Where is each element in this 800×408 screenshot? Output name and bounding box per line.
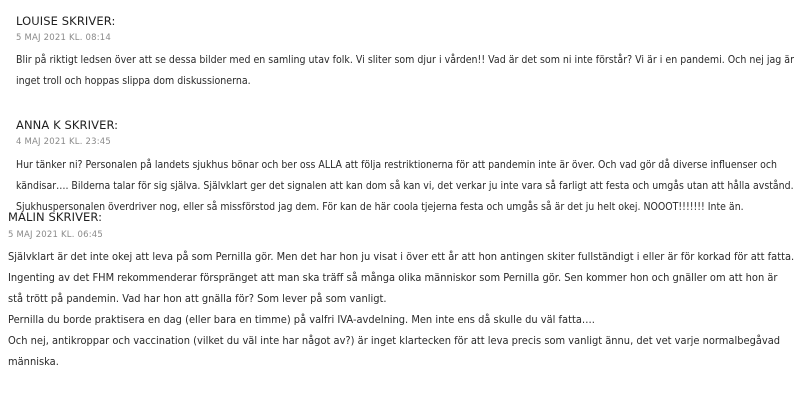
comment-text-line: människa. [8, 355, 59, 368]
comment-text [16, 49, 800, 91]
comment-text-line: Sjukhuspersonalen överdriver nog, eller så missförstod jag dem. För kan de här coola tjejerna festa och umgås så är det ju helt okej. NOOOT!!!!!!! Inte än. [16, 200, 744, 213]
comment-text-line: Och nej, antikroppar och vaccination (vilket du väl inte har något av?) är inget klartecken för att leva precis som vanligt ännu, det vet varje normalbegåvad [8, 334, 781, 347]
comment-date: 5 MAJ 2021 KL. 08:14 [16, 33, 112, 43]
comment-author: MALIN SKRIVER: [8, 210, 103, 224]
comment-text-line: Pernilla du borde praktisera en dag (eller bara en timme) på valfri IVA-avdelning. Men inte ens då skulle du väl fatta…. [8, 313, 595, 326]
comment-author: LOUISE SKRIVER: [16, 14, 116, 28]
comment-date: 5 MAJ 2021 KL. 06:45 [8, 230, 104, 240]
comment-text-line: Självklart är det inte okej att leva på som Pernilla gör. Men det har hon ju visat i över ett år att hon antingen skiter fullständigt i eller är för korkad för att fatta. [8, 250, 795, 263]
comment-text-line: inget troll och hoppas slippa dom diskussionerna. [16, 74, 251, 87]
comment-text-line: kändisar…. Bilderna talar för sig själva. Självklart ger det signalen att kan dom så kan vi, det verkar ju inte vara så farligt att festa och umgås utan att hålla avstånd. [16, 179, 794, 192]
comment-author: ANNA K SKRIVER: [16, 118, 119, 132]
comment-text [8, 246, 800, 372]
comment-date: 4 MAJ 2021 KL. 23:45 [16, 137, 112, 147]
comment-text-line: stå trött på pandemin. Vad har hon att gnälla för? Som lever på som vanligt. [8, 292, 387, 305]
comment-text [16, 154, 800, 217]
comment-text-line: Ingenting av det FHM rekommenderar förspränget att man ska träff så många olika människor som Pernilla gör. Sen kommer hon och gnäller om att hon är [8, 271, 778, 284]
comment-text-line: Hur tänker ni? Personalen på landets sjukhus bönar och ber oss ALLA att följa restriktionerna för att pandemin inte är över. Och vad gör då diverse influenser och [16, 158, 778, 171]
comment-text-line: Blir på riktigt ledsen över att se dessa bilder med en samling utav folk. Vi sliter som djur i vården!! Vad är det som ni inte förstår? Vi är i en pandemi. Och nej jag är [16, 53, 794, 66]
